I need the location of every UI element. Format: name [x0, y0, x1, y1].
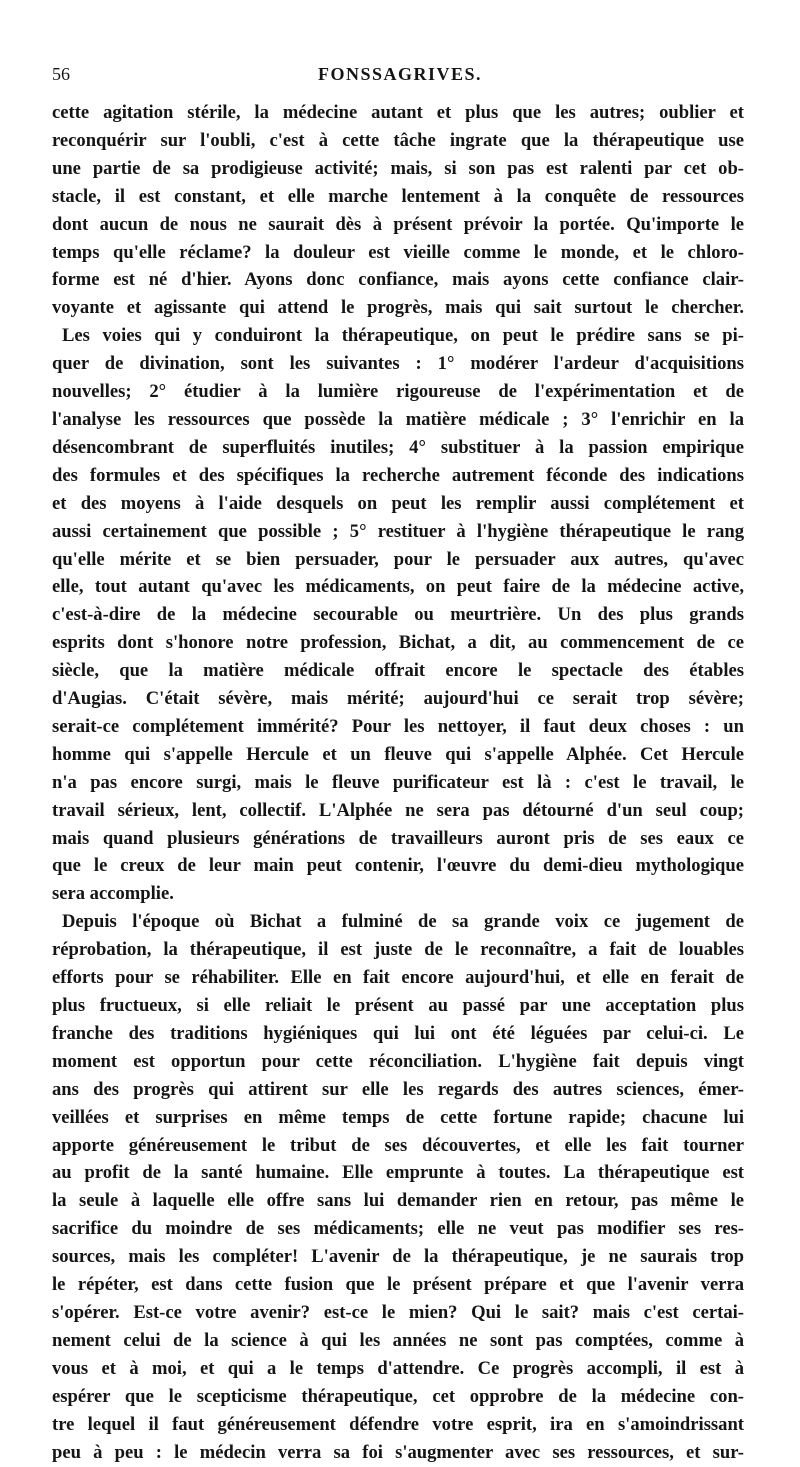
text-line: veillées et surprises en même temps de cette fortune rapide; chacune lui: [52, 1106, 744, 1128]
text-line: c'est-à-dire de la médecine secourable ou meurtrière. Un des plus grands: [52, 604, 744, 626]
text-line: homme qui s'appelle Hercule et un fleuve qui s'appelle Alphée. Cet Hercule: [52, 743, 744, 765]
text-line: Depuis l'époque où Bichat a fulminé de sa grande voix ce jugement de: [62, 911, 744, 933]
text-line: au profit de la santé humaine. Elle emprunte à toutes. La thérapeutique est: [52, 1162, 744, 1184]
text-line: nement celui de la science à qui les années ne sont pas comptées, comme à: [52, 1329, 744, 1351]
text-line: l'analyse les ressources que possède la matière médicale ; 3° l'enrichir en la: [52, 408, 744, 430]
text-line: nouvelles; 2° étudier à la lumière rigoureuse de l'expérimentation et de: [52, 381, 744, 403]
text-line: et des moyens à l'aide desquels on peut les remplir aussi complétement et: [52, 492, 744, 514]
text-line: réprobation, la thérapeutique, il est juste de le reconnaître, a fait de louables: [52, 939, 744, 961]
text-line: aussi certainement que possible ; 5° restituer à l'hygiène thérapeutique le rang: [52, 520, 744, 542]
text-line: cette agitation stérile, la médecine autant et plus que les autres; oublier et: [52, 102, 744, 123]
text-line: stacle, il est constant, et elle marche lentement à la conquête de ressources: [52, 185, 744, 207]
text-line: d'Augias. C'était sévère, mais mérité; aujourd'hui ce serait trop sévère;: [52, 688, 744, 710]
text-line: travail sérieux, lent, collectif. L'Alphée ne sera pas détourné d'un seul coup;: [52, 799, 744, 821]
text-line: tre lequel il faut généreusement défendre votre esprit, ira en s'amoindrissant: [52, 1413, 744, 1435]
text-line: elle, tout autant qu'avec les médicaments, on peut faire de la médecine active,: [52, 576, 744, 598]
text-line: quer de divination, sont les suivantes : 1° modérer l'ardeur d'acquisitions: [52, 353, 744, 375]
text-line: voyante et agissante qui attend le progrès, mais qui sait surtout le chercher.: [52, 297, 744, 319]
body-text: [52, 99, 744, 1466]
page-number: 56: [52, 64, 70, 84]
text-line: sera accomplie.: [52, 883, 174, 905]
text-line: s'opérer. Est-ce votre avenir? est-ce le mien? Qui le sait? mais c'est certai-: [52, 1301, 744, 1323]
text-line: désencombrant de superfluités inutiles; 4° substituer à la passion empirique: [52, 436, 744, 458]
text-line: sacrifice du moindre de ses médicaments; elle ne veut pas modifier ses res-: [52, 1218, 744, 1240]
text-line: mais quand plusieurs générations de travailleurs auront pris de ses eaux ce: [52, 827, 744, 849]
text-line: la seule à laquelle elle offre sans lui demander rien en retour, pas même le: [52, 1190, 744, 1212]
text-line: reconquérir sur l'oubli, c'est à cette tâche ingrate que la thérapeutique use: [52, 129, 744, 151]
text-line: que le creux de leur main peut contenir, l'œuvre du demi-dieu mythologique: [52, 855, 744, 877]
text-line: serait-ce complétement immérité? Pour les nettoyer, il faut deux choses : un: [52, 715, 744, 737]
text-line: forme est né d'hier. Ayons donc confiance, mais ayons cette confiance clair-: [52, 269, 744, 291]
text-line: peu à peu : le médecin verra sa foi s'augmenter avec ses ressources, et sur-: [52, 1441, 744, 1463]
text-line: dont aucun de nous ne saurait dès à présent prévoir la portée. Qu'importe le: [52, 213, 744, 235]
text-line: efforts pour se réhabiliter. Elle en fait encore aujourd'hui, et elle en ferait de: [52, 967, 744, 989]
text-line: temps qu'elle réclame? la douleur est vieille comme le monde, et le chloro-: [52, 241, 744, 263]
text-line: Les voies qui y conduiront la thérapeutique, on peut le prédire sans se pi-: [62, 325, 744, 347]
text-line: esprits dont s'honore notre profession, Bichat, a dit, au commencement de ce: [52, 632, 744, 654]
running-title: FONSSAGRIVES.: [317, 64, 483, 84]
text-line: vous et à moi, et qui a le temps d'attendre. Ce progrès accompli, il est à: [52, 1357, 744, 1379]
text-line: sources, mais les compléter! L'avenir de la thérapeutique, je ne saurais trop: [52, 1246, 744, 1268]
text-line: des formules et des spécifiques la recherche autrement féconde des indications: [52, 464, 744, 486]
text-line: franche des traditions hygiéniques qui lui ont été léguées par celui-ci. Le: [52, 1022, 744, 1044]
text-line: apporte généreusement le tribut de ses découvertes, et elle les fait tourner: [52, 1134, 744, 1156]
text-line: une partie de sa prodigieuse activité; mais, si son pas est ralenti par cet ob-: [52, 157, 744, 179]
text-line: plus fructueux, si elle reliait le présent au passé par une acceptation plus: [52, 995, 744, 1016]
text-line: espérer que le scepticisme thérapeutique, cet opprobre de la médecine con-: [52, 1385, 744, 1407]
text-line: n'a pas encore surgi, mais le fleuve purificateur est là : c'est le travail, le: [52, 771, 744, 793]
text-line: qu'elle mérite et se bien persuader, pour le persuader aux autres, qu'avec: [52, 548, 744, 570]
text-line: moment est opportun pour cette réconciliation. L'hygiène fait depuis vingt: [52, 1050, 744, 1072]
text-line: ans des progrès qui attirent sur elle les regards des autres sciences, émer-: [52, 1078, 744, 1100]
text-line: le répéter, est dans cette fusion que le présent prépare et que l'avenir verra: [52, 1274, 744, 1296]
page-header: [52, 64, 748, 88]
text-line: siècle, que la matière médicale offrait encore le spectacle des étables: [52, 660, 744, 682]
